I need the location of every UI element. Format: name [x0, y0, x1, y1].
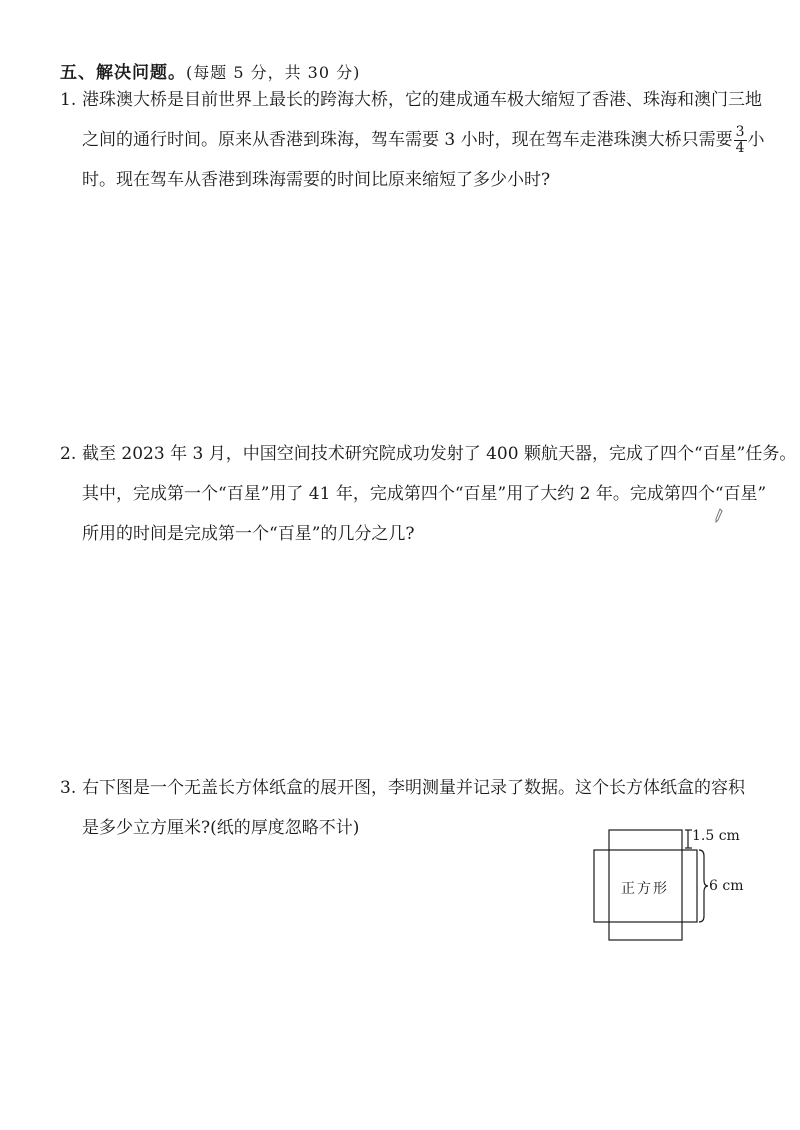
side-dimension-label: 6 cm	[709, 878, 744, 894]
square-face-label: 正方形	[621, 881, 669, 897]
question-number: 1.	[60, 90, 77, 110]
box-net-diagram	[588, 822, 748, 952]
section-score-note: (每题 5 分，共 30 分)	[186, 63, 361, 82]
fraction-denominator: 4	[735, 140, 745, 156]
fraction-three-quarters	[734, 125, 747, 156]
question-3-line-2: 是多少立方厘米?(纸的厚度忽略不计)	[82, 818, 360, 838]
question-2	[60, 434, 797, 554]
question-2-line-1: 截至 2023 年 3 月，中国空间技术研究院成功发射了 400 颗航天器，完成了四个“百星”任务。	[82, 444, 797, 464]
question-2-line-2: 其中，完成第一个“百星”用了 41 年，完成第四个“百星”用了大约 2 年。完成第四个“百星”	[82, 484, 767, 504]
fraction-numerator: 3	[735, 124, 745, 140]
question-2-line-3: 所用的时间是完成第一个“百星”的几分之几?	[82, 524, 415, 544]
section-title: 五、解决问题。	[60, 63, 186, 83]
pen-mark-icon	[714, 508, 724, 524]
question-1	[60, 80, 765, 200]
question-1-line-1: 港珠澳大桥是目前世界上最长的跨海大桥，它的建成通车极大缩短了香港、珠海和澳门三地	[82, 90, 762, 110]
question-number: 3.	[60, 778, 77, 798]
height-dimension-label: 1.5 cm	[692, 828, 740, 844]
question-number: 2.	[60, 444, 77, 464]
question-1-line-2: 之间的通行时间。原来从香港到珠海，驾车需要 3 小时，现在驾车走港珠澳大桥只需要	[82, 130, 733, 150]
question-1-line-3: 时。现在驾车从香港到珠海需要的时间比原来缩短了多少小时?	[82, 170, 551, 190]
question-3-line-1: 右下图是一个无盖长方体纸盒的展开图，李明测量并记录了数据。这个长方体纸盒的容积	[82, 778, 745, 798]
question-1-line-2-end: 小	[747, 130, 765, 150]
